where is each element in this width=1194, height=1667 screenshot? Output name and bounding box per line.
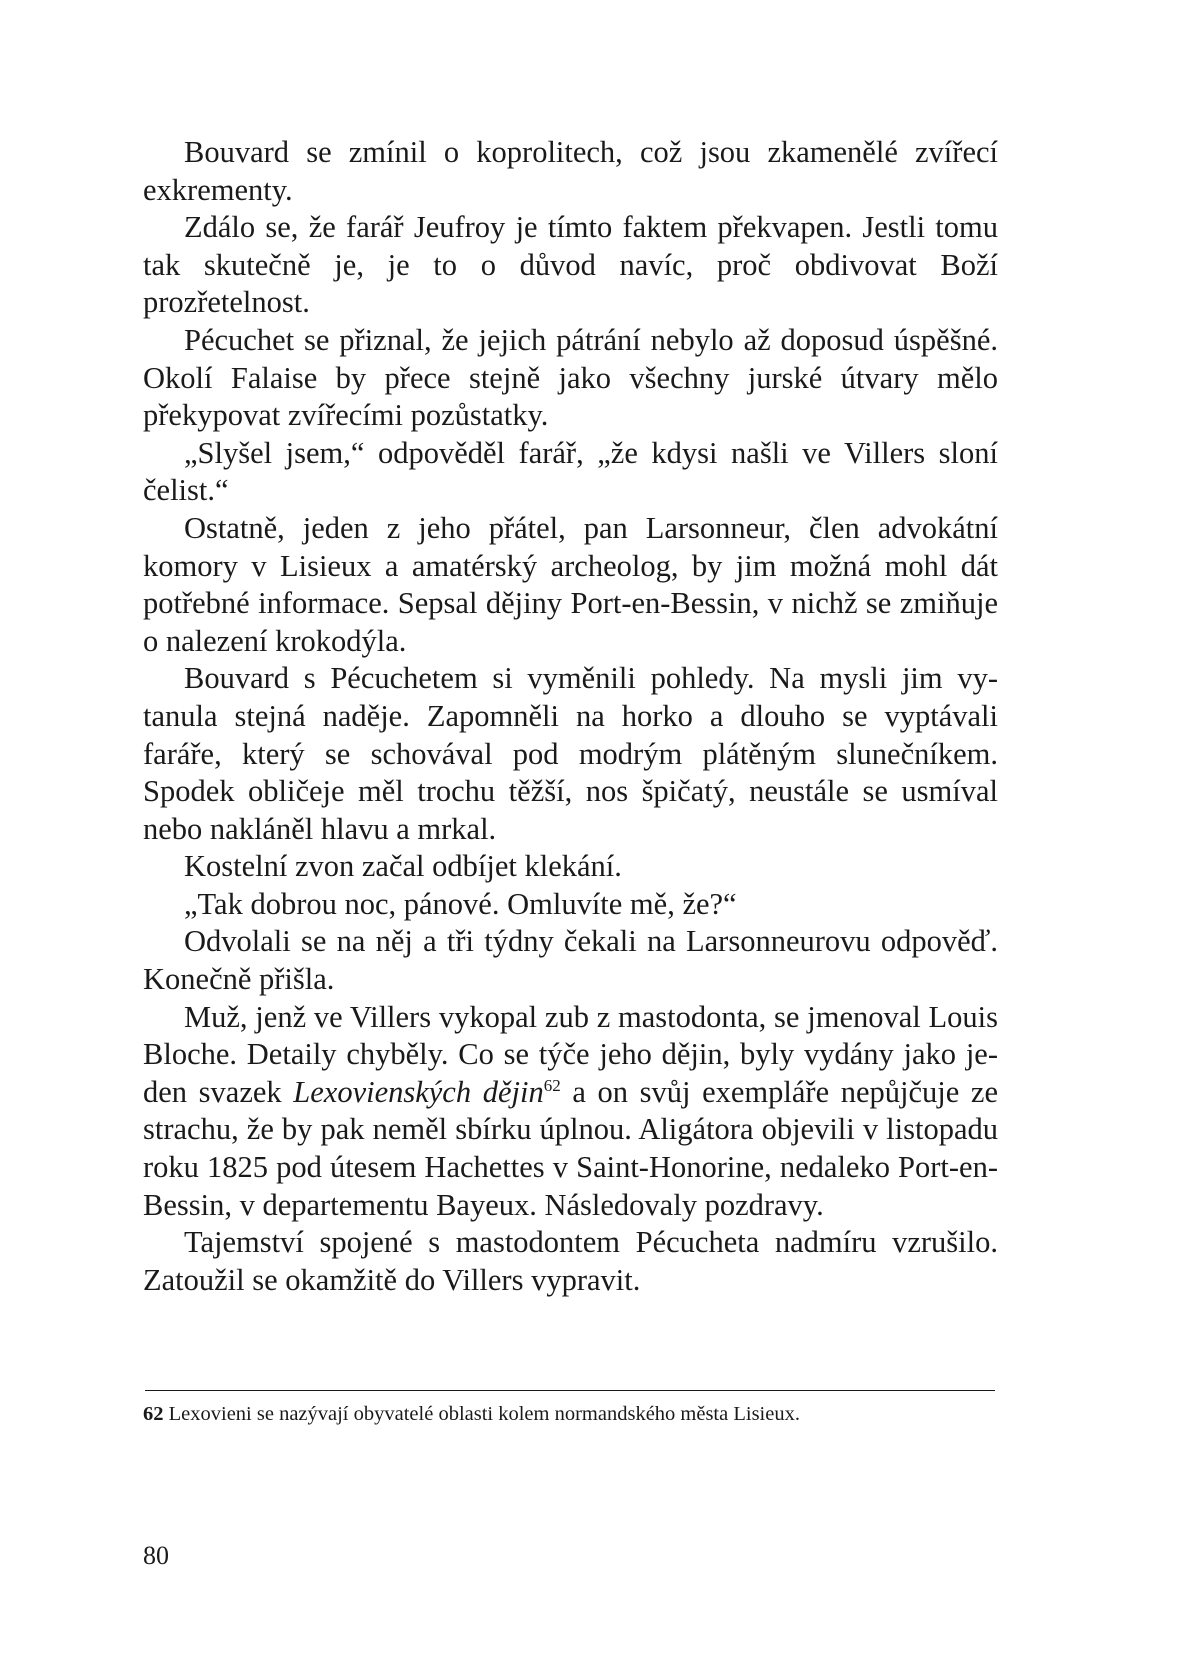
book-title-italic: Lexovienských dějin (293, 1074, 544, 1109)
paragraph: Bouvard se zmínil o koprolitech, což jsou zkamenělé zvířecí exkrementy. (143, 135, 998, 207)
paragraph: Bouvard s Pécuchetem si vyměnili pohledy. Na mysli jim vytanula stejná naděje. Zapomněli na horko a dlouho se vyptávali faráře, který se schovával pod modrým plátěným slunečníkem. Spodek obličeje měl trochu těžší, nos špičatý, neustále se usmíval nebo nakláněl hlavu a mrkal. (143, 661, 998, 846)
paragraph: Ostatně, jeden z jeho přátel, pan Larsonneur, člen advokátní komory v Lisieux a amatérský archeolog, by jim možná mohl dát potřebné informace. Sepsal dějiny Port-en-Bessin, v nichž se zmiňuje o nalezení krokodýla. (143, 510, 998, 658)
paragraph: Zdálo se, že farář Jeufroy je tímto faktem překvapen. Jestli tomu tak skutečně je, je to o důvod navíc, proč obdivovat Boží prozřetelnost. (143, 210, 998, 320)
paragraph-text-before: Muž, jenž ve Villers vykopal zub z mastodonta, se jmenoval Louis Bloche. Detaily chyběly. Co se týče jeho dějin, byly vydány jako jeden svazek (143, 999, 998, 1109)
page-number: 80 (143, 1541, 169, 1570)
footnote-text: Lexovieni se nazývají obyvatelé oblasti kolem normandského města Lisieux. (168, 1403, 800, 1425)
paragraph-text-after: a on svůj exempláře nepůjčuje ze strachu, že by pak neměl sbírku úplnou. Aligátora objevili v listopadu roku 1825 pod útesem Hachettes v Saint-Honorine, nedaleko Port-en-Bessin, v departementu Bayeux. Následovaly pozdravy. (143, 1074, 998, 1222)
footnote-reference[interactable]: 62 (543, 1075, 561, 1095)
footnote (143, 1400, 1003, 1428)
paragraph: Kostelní zvon začal odbíjet klekání. (184, 849, 622, 884)
paragraph: Tajemství spojené s mastodontem Pécucheta nadmíru vzrušilo. Zatoužil se okamžitě do Villers vypravit. (143, 1225, 998, 1297)
main-text (143, 134, 998, 1299)
footnote-separator (145, 1390, 995, 1391)
paragraph-with-footnote (143, 999, 998, 1225)
paragraph: „Tak dobrou noc, pánové. Omluvíte mě, že?“ (184, 886, 737, 921)
paragraph: Odvolali se na něj a tři týdny čekali na Larsonneurovu odpověď. Konečně přišla. (143, 924, 998, 997)
paragraph: Pécuchet se přiznal, že jejich pátrání nebylo až doposud úspěšné. Okolí Falaise by přece stejně jako všechny jurské útvary mělo překypovat zvířecími pozůstatky. (143, 322, 998, 433)
footnote-number: 62 (143, 1403, 164, 1425)
paragraph: „Slyšel jsem,“ odpověděl farář, „že kdysi našli ve Villers sloní čelist.“ (143, 435, 998, 508)
